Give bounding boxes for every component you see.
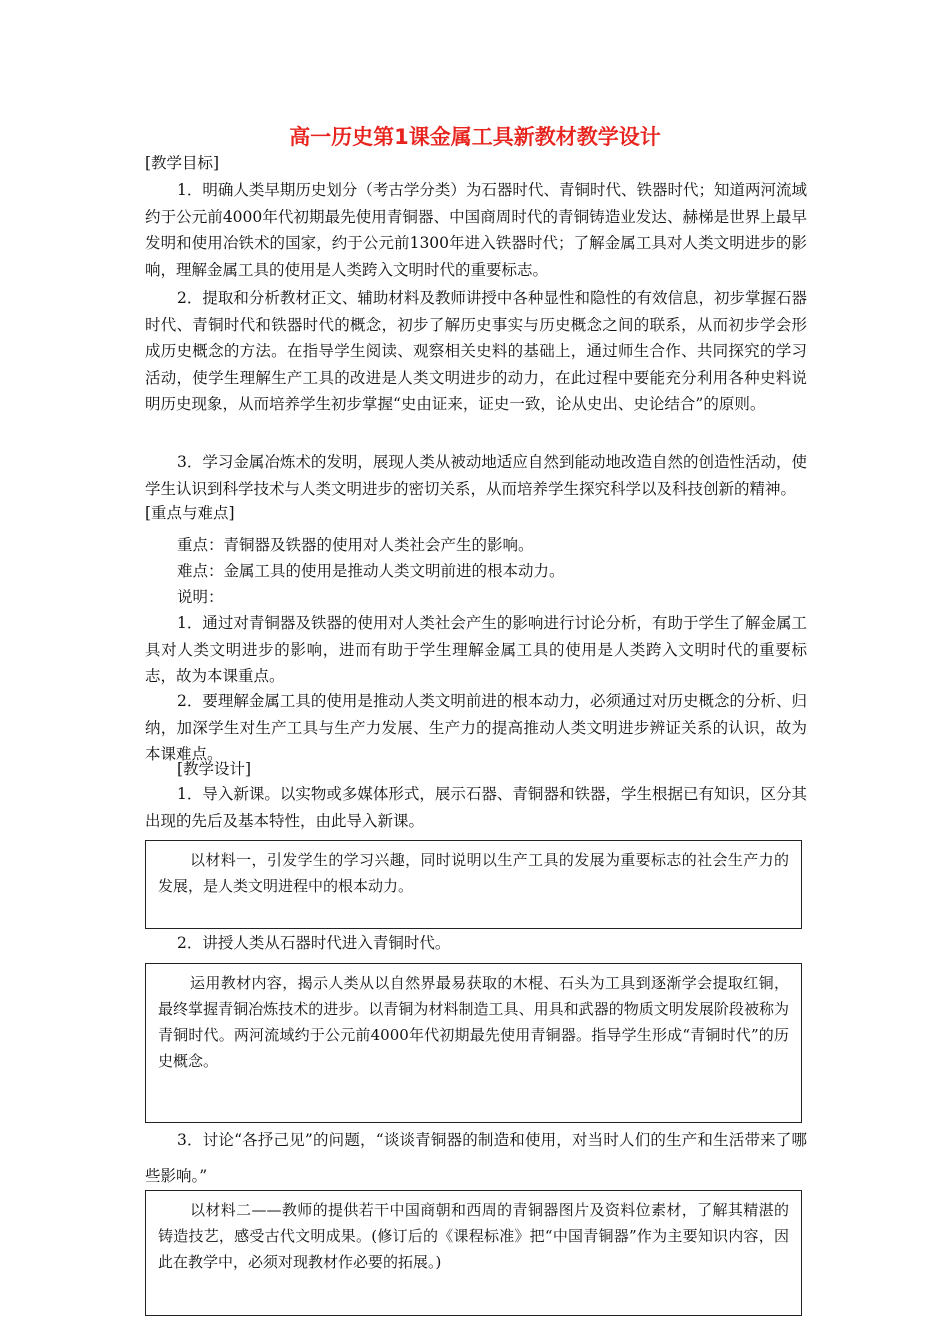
- goal-2: 2．提取和分析教材正文、辅助材料及教师讲授中各种显性和隐性的有效信息，初步掌握石器时代、青铜时代和铁器时代的概念，初步了解历史事实与历史概念之间的联系，从而初步学会形成历史概念的方法。在指导学生阅读、观察相关史料的基础上，通过师生合作、共同探究的学习活动，使学生理解生产工具的改进是人类文明进步的动力，在此过程中要能充分利用各种史料说明历史现象，从而培养学生初步掌握“史由证来，证史一致，论从史出、史论结合”的原则。: [145, 289, 807, 413]
- difficult-point: 难点：金属工具的使用是推动人类文明前进的根本动力。: [177, 562, 565, 580]
- goal-3: 3．学习金属冶炼术的发明，展现人类从被动地适应自然到能动地改造自然的创造性活动，使学生认识到科学技术与人类文明进步的密切关系，从而培养学生探究科学以及科技创新的精神。: [145, 453, 807, 498]
- material-box-2: [145, 963, 802, 1123]
- keypoints-heading: [重点与难点]: [145, 504, 235, 522]
- material-box-2-text: 运用教材内容，揭示人类从以自然界最易获取的木棍、石头为工具到逐渐学会提取红铜，最终掌握青铜冶炼技术的进步。以青铜为材料制造工具、用具和武器的物质文明发展阶段被称为青铜时代。两河流域约于公元前4000年代初期最先使用青铜器。指导学生形成“青铜时代”的历史概念。: [158, 974, 789, 1070]
- design-heading: [教学设计]: [177, 760, 252, 778]
- key-point: 重点：青铜器及铁器的使用对人类社会产生的影响。: [177, 536, 534, 554]
- goals-heading: [教学目标]: [145, 154, 220, 172]
- material-box-3: [145, 1190, 802, 1316]
- note-1: 1．通过对青铜器及铁器的使用对人类社会产生的影响进行讨论分析，有助于学生了解金属工具对人类文明进步的影响，进而有助于学生理解金属工具的使用是人类跨入文明时代的重要标志，故为本课重点。: [145, 614, 807, 685]
- design-step-1: 1．导入新课。以实物或多媒体形式，展示石器、青铜器和铁器，学生根据已有知识，区分其出现的先后及基本特性，由此导入新课。: [145, 785, 807, 830]
- note-2: 2．要理解金属工具的使用是推动人类文明前进的根本动力，必须通过对历史概念的分析、归纳，加深学生对生产工具与生产力发展、生产力的提高推动人类文明进步辨证关系的认识，故为本课难点。: [145, 692, 807, 763]
- document-title: 高一历史第1课金属工具新教材教学设计: [289, 125, 661, 149]
- design-step-2: 2．讲授人类从石器时代进入青铜时代。: [177, 934, 451, 952]
- design-step-3: 3．讨论“各抒己见”的问题，“谈谈青铜器的制造和使用，对当时人们的生产和生活带来了哪些影响。”: [145, 1131, 807, 1185]
- material-box-1-text: 以材料一，引发学生的学习兴趣，同时说明以生产工具的发展为重要标志的社会生产力的发展，是人类文明进程中的根本动力。: [158, 851, 789, 895]
- material-box-3-text: 以材料二——教师的提供若干中国商朝和西周的青铜器图片及资料位素材，了解其精湛的铸造技艺，感受古代文明成果。(修订后的《课程标准》把“中国青铜器”作为主要知识内容，因此在教学中，必须对现教材作必要的拓展。): [158, 1201, 789, 1271]
- goal-1: 1．明确人类早期历史划分（考古学分类）为石器时代、青铜时代、铁器时代；知道两河流域约于公元前4000年代初期最先使用青铜器、中国商周时代的青铜铸造业发达、赫梯是世界上最早发明和使用冶铁术的国家，约于公元前1300年进入铁器时代；了解金属工具对人类文明进步的影响，理解金属工具的使用是人类跨入文明时代的重要标志。: [145, 181, 807, 279]
- note-label: 说明：: [177, 588, 224, 606]
- material-box-1: [145, 840, 802, 929]
